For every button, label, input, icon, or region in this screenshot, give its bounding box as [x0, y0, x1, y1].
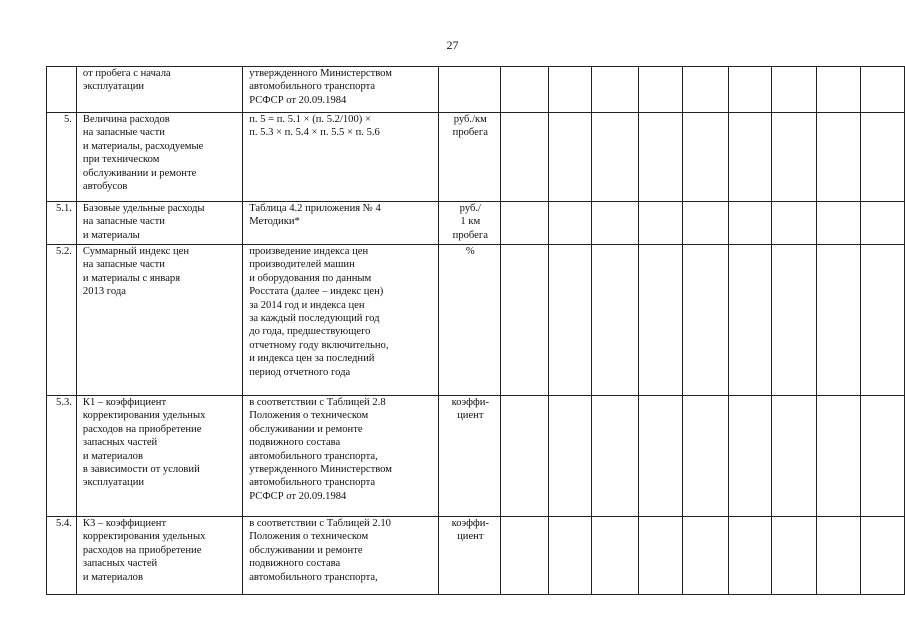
value-cell [639, 245, 682, 396]
value-cell [548, 113, 591, 202]
unit-of-measure [438, 67, 500, 113]
value-cell [817, 113, 860, 202]
calculation-method: п. 5 = п. 5.1 × (п. 5.2/100) × п. 5.3 × п. 5.4 × п. 5.5 × п. 5.6 [243, 113, 439, 202]
unit-of-measure: коэффи- циент [438, 396, 500, 517]
value-cell [500, 202, 548, 245]
value-cell [500, 396, 548, 517]
value-cell [500, 113, 548, 202]
value-cell [860, 113, 904, 202]
row-number: 5.1. [47, 202, 77, 245]
value-cell [682, 202, 728, 245]
value-cell [772, 67, 817, 113]
value-cell [639, 67, 682, 113]
indicator-name: от пробега с начала эксплуатации [76, 67, 242, 113]
value-cell [592, 202, 639, 245]
calculation-method: произведение индекса цен производителей машин и оборудования по данным Росстата (далее – индекс цен) за 2014 год и индекса цен за каждый последующий год до года, предшествующего отчетному году включительно, и индекса цен за последний период отчетного года [243, 245, 439, 396]
value-cell [728, 202, 771, 245]
value-cell [772, 113, 817, 202]
value-cell [548, 517, 591, 595]
indicator-name: К1 – коэффициент корректирования удельных расходов на приобретение запасных частей и материалов в зависимости от условий эксплуатации [76, 396, 242, 517]
table-row [47, 245, 905, 396]
value-cell [817, 245, 860, 396]
value-cell [817, 67, 860, 113]
table-row [47, 113, 905, 202]
value-cell [592, 396, 639, 517]
indicator-table [46, 66, 905, 595]
table-row [47, 396, 905, 517]
row-number [47, 67, 77, 113]
value-cell [860, 202, 904, 245]
table-row [47, 202, 905, 245]
value-cell [728, 517, 771, 595]
value-cell [592, 113, 639, 202]
value-cell [772, 396, 817, 517]
unit-of-measure: % [438, 245, 500, 396]
indicator-name: Базовые удельные расходы на запасные части и материалы [76, 202, 242, 245]
row-number: 5.3. [47, 396, 77, 517]
value-cell [682, 517, 728, 595]
calculation-method: в соответствии с Таблицей 2.8 Положения о техническом обслуживании и ремонте подвижного состава автомобильного транспорта, утвержденного Министерством автомобильного транспорта РСФСР от 20.09.1984 [243, 396, 439, 517]
value-cell [682, 113, 728, 202]
value-cell [860, 517, 904, 595]
unit-of-measure: руб./ 1 км пробега [438, 202, 500, 245]
value-cell [772, 202, 817, 245]
calculation-method: утвержденного Министерством автомобильного транспорта РСФСР от 20.09.1984 [243, 67, 439, 113]
value-cell [500, 67, 548, 113]
value-cell [860, 396, 904, 517]
value-cell [860, 67, 904, 113]
value-cell [639, 113, 682, 202]
calculation-method: в соответствии с Таблицей 2.10 Положения о техническом обслуживании и ремонте подвижного состава автомобильного транспорта, [243, 517, 439, 595]
value-cell [817, 202, 860, 245]
value-cell [682, 396, 728, 517]
value-cell [548, 245, 591, 396]
indicator-name: К3 – коэффициент корректирования удельных расходов на приобретение запасных частей и материалов [76, 517, 242, 595]
value-cell [728, 245, 771, 396]
value-cell [728, 113, 771, 202]
table-row [47, 517, 905, 595]
indicator-name: Величина расходов на запасные части и материалы, расходуемые при техническом обслуживании и ремонте автобусов [76, 113, 242, 202]
value-cell [817, 396, 860, 517]
unit-of-measure: руб./км пробега [438, 113, 500, 202]
table-row [47, 67, 905, 113]
value-cell [860, 245, 904, 396]
page-number: 27 [446, 38, 459, 52]
value-cell [682, 67, 728, 113]
value-cell [682, 245, 728, 396]
value-cell [728, 396, 771, 517]
value-cell [639, 396, 682, 517]
row-number: 5.2. [47, 245, 77, 396]
unit-of-measure: коэффи- циент [438, 517, 500, 595]
value-cell [592, 517, 639, 595]
indicator-name: Суммарный индекс цен на запасные части и материалы с января 2013 года [76, 245, 242, 396]
value-cell [772, 517, 817, 595]
value-cell [639, 517, 682, 595]
row-number: 5. [47, 113, 77, 202]
value-cell [548, 202, 591, 245]
value-cell [817, 517, 860, 595]
value-cell [548, 396, 591, 517]
value-cell [592, 245, 639, 396]
calculation-method: Таблица 4.2 приложения № 4 Методики* [243, 202, 439, 245]
value-cell [500, 245, 548, 396]
value-cell [548, 67, 591, 113]
row-number: 5.4. [47, 517, 77, 595]
value-cell [639, 202, 682, 245]
value-cell [592, 67, 639, 113]
value-cell [728, 67, 771, 113]
value-cell [772, 245, 817, 396]
value-cell [500, 517, 548, 595]
